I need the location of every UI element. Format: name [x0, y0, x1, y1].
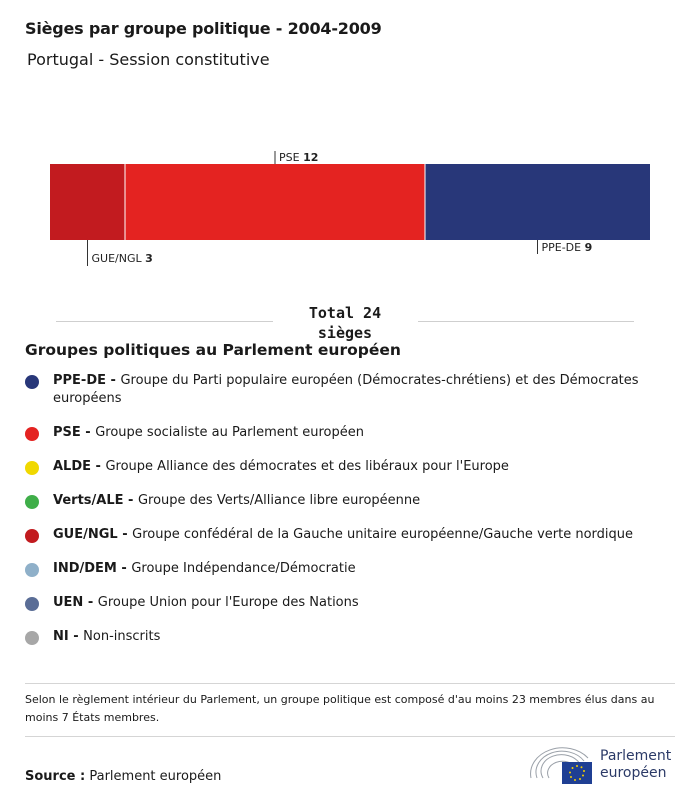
logo-line-1: Parlement	[600, 748, 672, 764]
divider-bottom	[25, 736, 675, 737]
chart-subtitle: Portugal - Session constitutive	[27, 50, 270, 69]
legend-item	[25, 560, 645, 578]
legend-text: Groupe du Parti populaire européen (Démocrates-chrétiens) et des Démocrates européens	[53, 373, 639, 406]
legend-item	[25, 458, 645, 476]
bar-segment-pse	[125, 164, 425, 240]
source-label: Source :	[25, 769, 86, 784]
bar-segment-ppe-de	[425, 164, 650, 240]
total-seats	[56, 303, 634, 343]
legend-swatch	[25, 461, 39, 475]
legend-text: Non-inscrits	[83, 629, 161, 644]
legend-swatch	[25, 529, 39, 543]
legend-swatch	[25, 631, 39, 645]
legend-abbr: UEN -	[53, 595, 98, 610]
footnote: Selon le règlement intérieur du Parlement, un groupe politique est composé d'au moins 23 membres élus dans au moins 7 États membres.	[25, 693, 655, 724]
legend-text: Groupe Union pour l'Europe des Nations	[97, 595, 359, 610]
legend	[25, 372, 645, 646]
bar-segment-gue-ngl	[50, 164, 125, 240]
legend-abbr: GUE/NGL -	[53, 527, 133, 542]
legend-swatch	[25, 375, 39, 389]
source-value: Parlement européen	[89, 769, 222, 784]
bar-label-pse: PSE 12	[279, 151, 319, 164]
total-seats-label: Total 24 sièges	[308, 304, 382, 342]
legend-item	[25, 424, 645, 442]
legend-swatch	[25, 427, 39, 441]
legend-abbr: PPE-DE -	[53, 373, 121, 388]
legend-abbr: PSE -	[53, 425, 96, 440]
legend-swatch	[25, 495, 39, 509]
legend-swatch	[25, 597, 39, 611]
legend-item	[25, 492, 645, 510]
source	[25, 769, 221, 784]
divider-top	[25, 683, 675, 684]
legend-item	[25, 372, 645, 408]
legend-title: Groupes politiques au Parlement européen	[25, 341, 401, 359]
seat-bar-chart	[0, 140, 700, 280]
legend-abbr: NI -	[53, 629, 84, 644]
legend-text: Groupe des Verts/Alliance libre européenne	[137, 493, 421, 508]
legend-text: Groupe Alliance des démocrates et des libéraux pour l'Europe	[105, 459, 509, 474]
legend-item	[25, 594, 645, 612]
hemicycle-icon	[528, 744, 598, 786]
bar-label-ppe-de: PPE-DE 9	[541, 241, 593, 254]
legend-item	[25, 526, 645, 544]
legend-text: Groupe Indépendance/Démocratie	[131, 561, 356, 576]
chart-title: Sièges par groupe politique - 2004-2009	[25, 19, 382, 38]
legend-swatch	[25, 563, 39, 577]
legend-text: Groupe socialiste au Parlement européen	[95, 425, 364, 440]
legend-item	[25, 628, 645, 646]
legend-abbr: Verts/ALE -	[53, 493, 138, 508]
legend-text: Groupe confédéral de la Gauche unitaire européenne/Gauche verte nordique	[132, 527, 633, 542]
legend-abbr: IND/DEM -	[53, 561, 132, 576]
parliament-logo	[528, 744, 678, 786]
legend-abbr: ALDE -	[53, 459, 106, 474]
bar-label-gue-ngl: GUE/NGL 3	[91, 252, 153, 265]
logo-line-2: européen	[600, 765, 667, 781]
